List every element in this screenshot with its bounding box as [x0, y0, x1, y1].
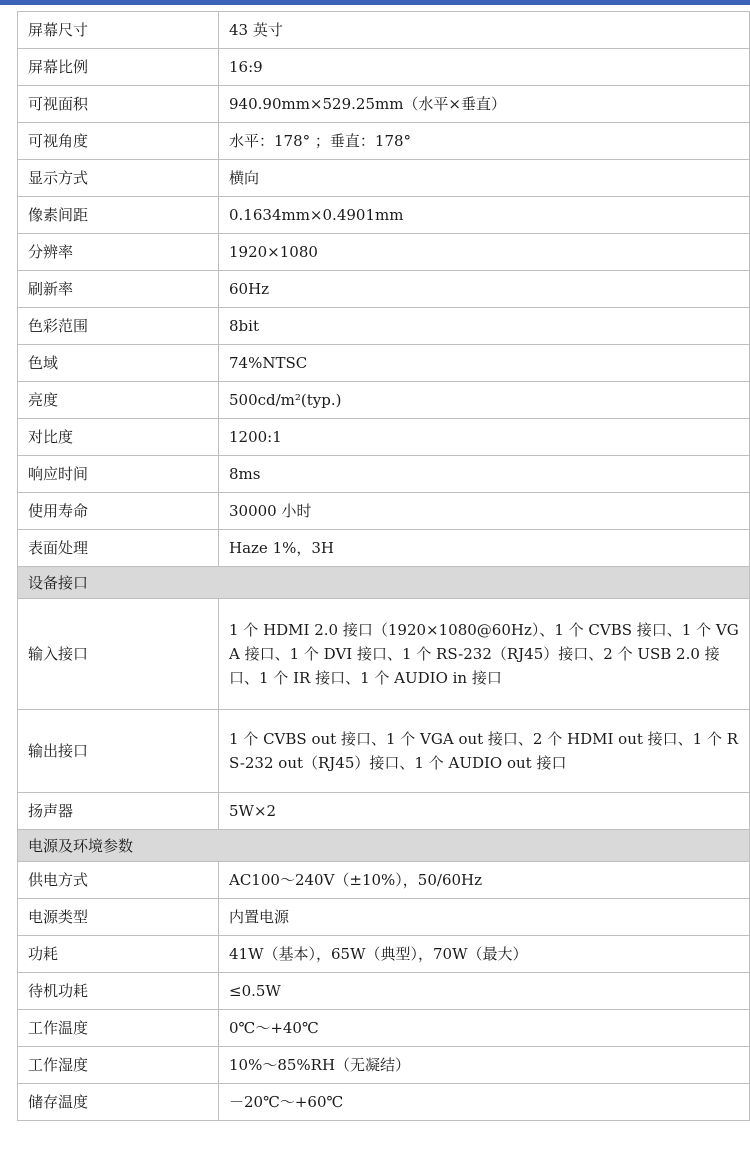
spec-value: 0.1634mm×0.4901mm — [219, 197, 750, 234]
table-row — [18, 1010, 750, 1047]
spec-value: AC100～240V（±10%），50/60Hz — [219, 862, 750, 899]
spec-value: 940.90mm×529.25mm（水平×垂直） — [219, 86, 750, 123]
spec-label: 供电方式 — [18, 862, 219, 899]
spec-value: 30000 小时 — [219, 493, 750, 530]
table-row — [18, 271, 750, 308]
spec-label: 屏幕比例 — [18, 49, 219, 86]
spec-value: 500cd/m²(typ.) — [219, 382, 750, 419]
spec-value: 内置电源 — [219, 899, 750, 936]
table-row — [18, 936, 750, 973]
table-row — [18, 234, 750, 271]
table-row — [18, 1047, 750, 1084]
spec-label: 使用寿命 — [18, 493, 219, 530]
spec-label: 表面处理 — [18, 530, 219, 567]
section-title: 电源及环境参数 — [18, 830, 750, 862]
spec-table — [17, 11, 750, 1121]
table-row — [18, 973, 750, 1010]
spec-label: 对比度 — [18, 419, 219, 456]
spec-value: 43 英寸 — [219, 12, 750, 49]
spec-value: 1200:1 — [219, 419, 750, 456]
spec-value: 水平：178° ；垂直：178° — [219, 123, 750, 160]
spec-label: 储存温度 — [18, 1084, 219, 1121]
spec-value: ≤0.5W — [219, 973, 750, 1010]
spec-value: 5W×2 — [219, 793, 750, 830]
spec-label: 色域 — [18, 345, 219, 382]
table-row — [18, 899, 750, 936]
spec-value: 1 个 HDMI 2.0 接口（1920×1080@60Hz）、1 个 CVBS 接口、1 个 VGA 接口、1 个 DVI 接口、1 个 RS-232（RJ45）接口、2 个 USB 2.0 接口、1 个 IR 接口、1 个 AUDIO in 接口 — [219, 599, 750, 710]
section-header-interfaces — [18, 567, 750, 599]
spec-label: 色彩范围 — [18, 308, 219, 345]
spec-label: 屏幕尺寸 — [18, 12, 219, 49]
table-row — [18, 419, 750, 456]
spec-label: 可视面积 — [18, 86, 219, 123]
section-title: 设备接口 — [18, 567, 750, 599]
spec-label: 扬声器 — [18, 793, 219, 830]
spec-label: 输出接口 — [18, 710, 219, 793]
table-row — [18, 493, 750, 530]
spec-label: 电源类型 — [18, 899, 219, 936]
spec-value: 16:9 — [219, 49, 750, 86]
table-row — [18, 793, 750, 830]
spec-label: 响应时间 — [18, 456, 219, 493]
spec-label: 工作湿度 — [18, 1047, 219, 1084]
spec-label: 可视角度 — [18, 123, 219, 160]
table-row — [18, 1084, 750, 1121]
spec-value: 8bit — [219, 308, 750, 345]
spec-value: 横向 — [219, 160, 750, 197]
table-row — [18, 160, 750, 197]
spec-value: 10%～85%RH（无凝结） — [219, 1047, 750, 1084]
table-row — [18, 599, 750, 710]
spec-value: 60Hz — [219, 271, 750, 308]
table-row — [18, 49, 750, 86]
spec-value: 0℃～+40℃ — [219, 1010, 750, 1047]
table-row — [18, 308, 750, 345]
table-row — [18, 123, 750, 160]
table-row — [18, 862, 750, 899]
spec-label: 输入接口 — [18, 599, 219, 710]
spec-label: 待机功耗 — [18, 973, 219, 1010]
table-row — [18, 530, 750, 567]
table-row — [18, 382, 750, 419]
spec-label: 像素间距 — [18, 197, 219, 234]
top-accent-bar — [0, 0, 750, 5]
spec-label: 工作温度 — [18, 1010, 219, 1047]
table-row — [18, 12, 750, 49]
spec-label: 显示方式 — [18, 160, 219, 197]
spec-value: Haze 1%，3H — [219, 530, 750, 567]
table-row — [18, 197, 750, 234]
spec-label: 刷新率 — [18, 271, 219, 308]
spec-value: 8ms — [219, 456, 750, 493]
spec-value: 74%NTSC — [219, 345, 750, 382]
spec-value: 1920×1080 — [219, 234, 750, 271]
spec-value: 1 个 CVBS out 接口、1 个 VGA out 接口、2 个 HDMI out 接口、1 个 RS-232 out（RJ45）接口、1 个 AUDIO out 接口 — [219, 710, 750, 793]
spec-value: －20℃～+60℃ — [219, 1084, 750, 1121]
table-row — [18, 710, 750, 793]
table-row — [18, 456, 750, 493]
table-row — [18, 345, 750, 382]
spec-value: 41W（基本），65W（典型），70W（最大） — [219, 936, 750, 973]
spec-label: 亮度 — [18, 382, 219, 419]
table-row — [18, 86, 750, 123]
spec-label: 功耗 — [18, 936, 219, 973]
section-header-power — [18, 830, 750, 862]
spec-label: 分辨率 — [18, 234, 219, 271]
